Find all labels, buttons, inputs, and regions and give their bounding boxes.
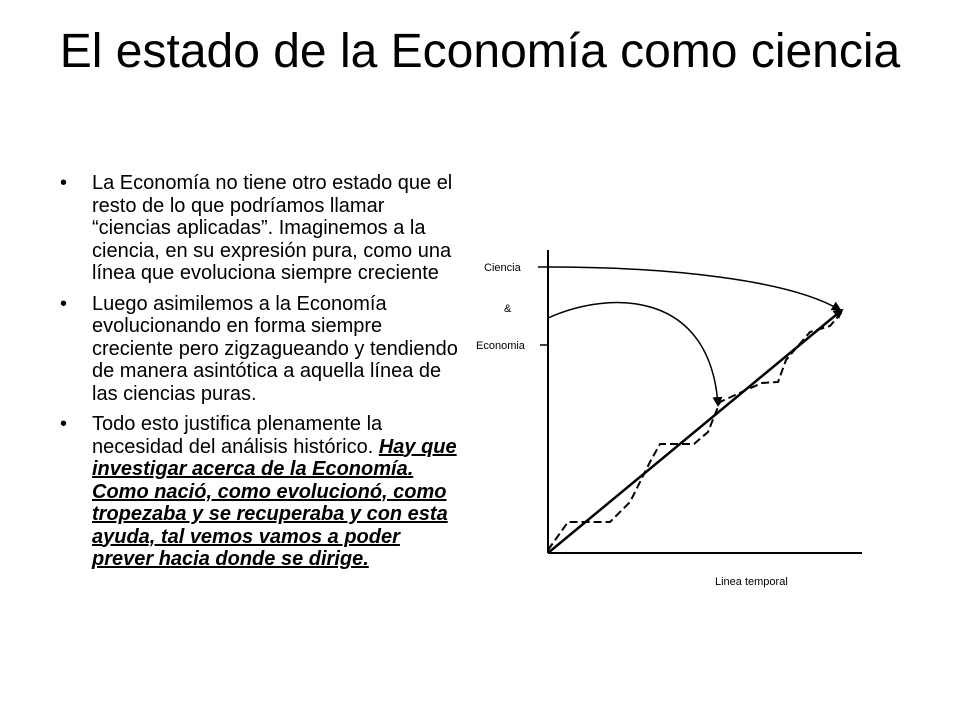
science-economy-diagram	[470, 240, 870, 600]
bullet-item-1	[60, 172, 460, 285]
economia-curve-arrow	[548, 303, 718, 405]
label-x-axis: Linea temporal	[715, 576, 788, 588]
label-ampersand: &	[504, 303, 512, 315]
bullet-emphasis-text: Hay que investigar acerca de la Economía. Como nació, como evolucionó, como tropezaba y se recuperaba y con esta ayuda, tal vemos vamos a poder prever hacia donde se dirige.	[92, 435, 457, 570]
science-trend-line	[548, 310, 842, 553]
label-ciencia: Ciencia	[484, 262, 521, 274]
bullet-item-3	[60, 413, 460, 571]
ciencia-curve-arrow	[548, 267, 840, 310]
bullet-dot-icon: •	[60, 413, 68, 435]
bullet-list	[60, 172, 460, 579]
bullet-text-2: Luego asimilemos a la Economía evolucionando en forma siempre creciente pero zigzagueando y tendiendo de manera asintótica a aquella línea de las ciencias puras.	[92, 292, 458, 405]
bullet-item-2	[60, 293, 460, 406]
label-economia: Economia	[476, 340, 525, 352]
bullet-text-3: Todo esto justifica plenamente la necesidad del análisis histórico.	[92, 413, 383, 458]
slide-title: El estado de la Economía como ciencia	[59, 25, 901, 78]
bullet-dot-icon: •	[60, 292, 68, 315]
bullet-text-1: La Economía no tiene otro estado que el resto de lo que podríamos llamar “ciencias aplicadas”. Imaginemos a la ciencia, en su expresión pura, como una línea que evoluciona siempre creciente	[92, 172, 453, 284]
bullet-dot-icon: •	[60, 172, 68, 194]
